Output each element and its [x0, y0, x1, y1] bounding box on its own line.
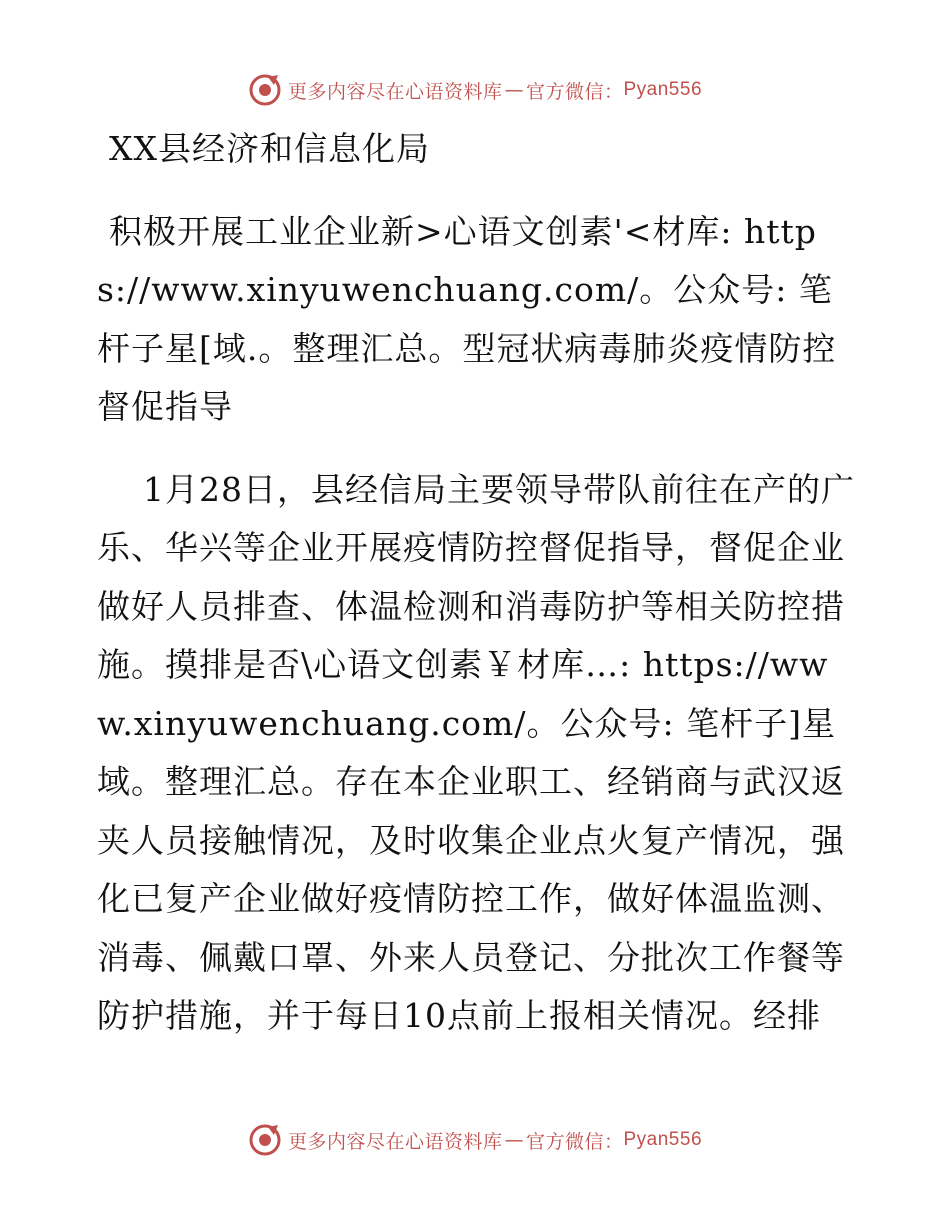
watermark-separator: — — [504, 1129, 524, 1151]
watermark-wechat-label: 官方微信： — [525, 1130, 624, 1153]
brand-logo-icon — [248, 1123, 282, 1157]
footer-watermark — [0, 1120, 950, 1160]
watermark-main-text: 更多内容尽在心语资料库 — [287, 1130, 503, 1153]
organization-name: XX县经济和信息化局 — [109, 129, 430, 168]
header-watermark — [0, 70, 950, 110]
watermark-wechat-id: Pyan556 — [623, 79, 703, 100]
document-title: 积极开展工业企业新>心语文创素'<材库: https://www.xinyuwenchuang.com/。公众号: 笔杆子星[域.。整理汇总。型冠状病毒肺炎疫情防控督促指导 — [97, 211, 837, 426]
body-paragraph: 1月28日，县经信局主要领导带队前往在产的广乐、华兴等企业开展疫情防控督促指导，督促企业做好人员排查、体温检测和消毒防护等相关防控措施。摸排是否\心语文创素￥材库…: https://www.xinyuwenchuang.com/。公众号: 笔杆子]星域。整理汇总。存在本企业职工、经销商与武汉返夹人员接触情况，及时收集企业点火复产情况，强化已复产企业做好疫情防控工作，做好体温监测、消毒、佩戴口罩、外来人员登记、分批次工作餐等防护措施，并于每日10点前上报相关情况。经排 — [97, 469, 855, 1035]
watermark-separator: — — [504, 79, 524, 101]
brand-logo-icon — [248, 73, 282, 107]
watermark-wechat-label: 官方微信： — [525, 80, 624, 103]
watermark-wechat-id: Pyan556 — [623, 1129, 703, 1150]
document-body — [97, 120, 857, 1046]
watermark-main-text: 更多内容尽在心语资料库 — [287, 80, 503, 103]
